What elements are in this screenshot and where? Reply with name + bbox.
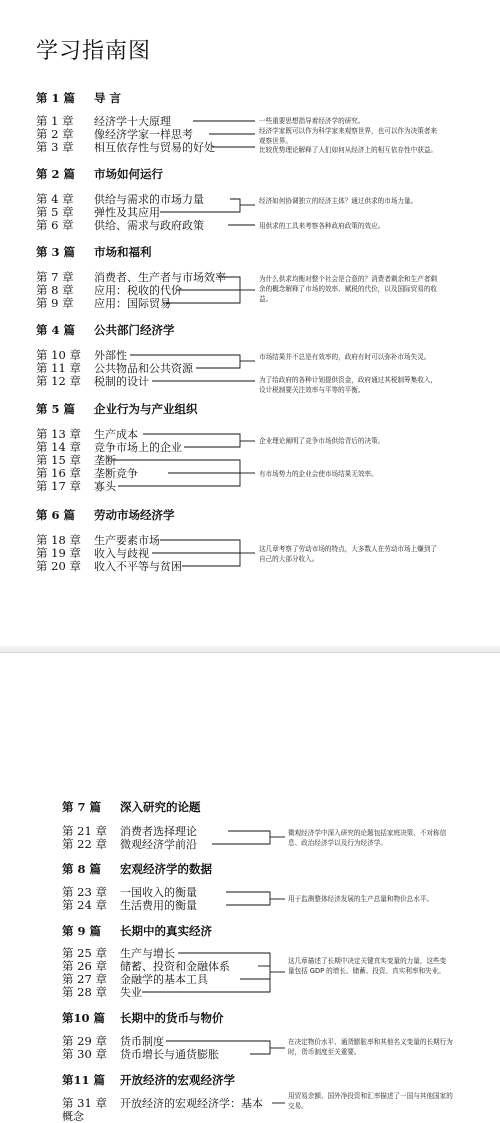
chapter-number: 第 7 章 — [36, 270, 74, 284]
part-number: 第 5 篇 — [36, 402, 76, 416]
chapter-note: 一些重要思想指导着经济学的研究。 — [259, 117, 365, 125]
chapter-number: 第 18 章 — [36, 533, 81, 547]
chapter-title: 生产成本 — [94, 428, 138, 441]
chapter-title: 储蓄、投资和金融体系 — [120, 960, 230, 973]
part-number: 第11 篇 — [62, 1073, 106, 1087]
chapter-number: 第 11 章 — [36, 361, 81, 375]
chapter-number: 第 6 章 — [36, 218, 74, 232]
chapter-title: 开放经济的宏观经济学：基本概念 — [62, 1097, 263, 1123]
chapter-number: 第 5 章 — [36, 205, 74, 219]
chapter-number: 第 12 章 — [36, 374, 81, 388]
chapter-number: 第 21 章 — [62, 824, 107, 838]
chapter-number: 第 30 章 — [62, 1047, 107, 1061]
chapter-number: 第 26 章 — [62, 959, 107, 973]
chapter-title: 相互依存性与贸易的好处 — [94, 141, 215, 154]
chapter-number: 第 13 章 — [36, 427, 81, 441]
chapter-note: 有市场势力的企业会使市场结果无效率。 — [259, 470, 378, 478]
chapter-title: 外部性 — [94, 349, 127, 362]
chapter-title: 消费者选择理论 — [120, 825, 197, 838]
part-name: 市场如何运行 — [94, 167, 163, 181]
chapter-number: 第 15 章 — [36, 453, 81, 467]
chapter-title: 供给、需求与政府政策 — [94, 219, 204, 232]
chapter-note: 经济如何协调独立的经济主体？通过供求的市场力量。 — [259, 197, 418, 205]
chapter-note: 这几章描述了长期中决定关键真实变量的力量，这些变量包括 GDP 的增长、储蓄、投资、真实利率和失业。 — [288, 957, 447, 975]
chapter-note: 用供求的工具来考察各种政府政策的效应。 — [259, 222, 385, 230]
chapter-number: 第 27 章 — [62, 972, 107, 986]
chapter-number: 第 25 章 — [62, 946, 107, 960]
chapter-title: 一国收入的衡量 — [120, 886, 197, 899]
chapter-note: 用于监测整体经济发展的生产总量和物价总水平。 — [288, 895, 434, 903]
chapter-note: 为了给政府的各种计划提供资金，政府通过其税制筹集收入，设计税制要关注效率与平等的平衡。 — [259, 376, 438, 394]
chapter-number: 第 9 章 — [36, 296, 74, 310]
chapter-note: 市场结果并不总是有效率的，政府有时可以弥补市场失灵。 — [259, 353, 431, 361]
part-number: 第 8 篇 — [62, 862, 102, 876]
chapter-number: 第 19 章 — [36, 546, 81, 560]
chapter-note: 企业理论阐明了竞争市场供给背后的决策。 — [259, 437, 385, 445]
part-name: 开放经济的宏观经济学 — [120, 1073, 235, 1087]
chapter-title: 微观经济学前沿 — [120, 838, 197, 851]
chapter-note: 在决定物价水平、通货膨胀率和其他名义变量的长期行为时，货币制度至关重要。 — [288, 1038, 453, 1056]
chapter-note: 比较优势理论解释了人们如何从经济上的相互依存性中获益。 — [259, 146, 438, 154]
chapter-number: 第 2 章 — [36, 127, 74, 141]
chapter-number: 第 28 章 — [62, 985, 107, 999]
chapter-title: 竞争市场上的企业 — [94, 441, 182, 454]
chapter-title: 税制的设计 — [94, 375, 149, 388]
chapter-title: 像经济学家一样思考 — [94, 128, 193, 141]
chapter-title: 货币增长与通货膨胀 — [120, 1048, 219, 1061]
chapter-title: 应用：国际贸易 — [94, 297, 171, 310]
page-title: 学习指南图 — [36, 39, 152, 64]
part-name: 深入研究的论题 — [120, 800, 201, 814]
chapter-title: 应用：税收的代价 — [94, 284, 182, 297]
chapter-note: 经济学家既可以作为科学家来观察世界，也可以作为决策者来观察世界。 — [259, 127, 438, 145]
chapter-title: 生产要素市场 — [94, 534, 160, 547]
connector-lines — [0, 653, 500, 1112]
chapter-number: 第 10 章 — [36, 348, 81, 362]
part-number: 第10 篇 — [62, 1011, 106, 1025]
chapter-number: 第 4 章 — [36, 192, 74, 206]
part-name: 宏观经济学的数据 — [120, 862, 212, 876]
part-name: 导 言 — [94, 91, 122, 105]
part-name: 劳动市场经济学 — [94, 508, 175, 522]
chapter-title: 货币制度 — [120, 1035, 164, 1048]
part-name: 市场和福利 — [94, 245, 152, 259]
chapter-number: 第 20 章 — [36, 559, 81, 573]
chapter-number: 第 8 章 — [36, 283, 74, 297]
chapter-title: 寡头 — [94, 480, 116, 493]
chapter-title: 垄断 — [94, 454, 116, 467]
part-number: 第 1 篇 — [36, 91, 76, 105]
chapter-number: 第 16 章 — [36, 466, 81, 480]
chapter-title: 收入与歧视 — [94, 547, 149, 560]
part-name: 公共部门经济学 — [94, 323, 175, 337]
chapter-title: 弹性及其应用 — [94, 206, 160, 219]
chapter-title: 垄断竞争 — [94, 467, 138, 480]
chapter-number: 第 14 章 — [36, 440, 81, 454]
chapter-number: 第 31 章 — [62, 1096, 107, 1110]
chapter-note: 为什么供求均衡对整个社会是合意的？消费者剩余和生产者剩余的概念解释了市场的效率、赋税的代价，以及国际贸易的收益。 — [259, 275, 438, 303]
chapter-title: 供给与需求的市场力量 — [94, 193, 204, 206]
chapter-title: 失业 — [120, 986, 142, 999]
chapter-number: 第 1 章 — [36, 114, 74, 128]
part-number: 第 4 篇 — [36, 323, 76, 337]
chapter-number: 第 23 章 — [62, 885, 107, 899]
chapter-number: 第 17 章 — [36, 479, 81, 493]
guide-page-2 — [0, 652, 500, 1123]
chapter-title: 公共物品和公共资源 — [94, 362, 193, 375]
chapter-title: 收入不平等与贫困 — [94, 560, 182, 573]
chapter-number: 第 22 章 — [62, 837, 107, 851]
chapter-number: 第 3 章 — [36, 140, 74, 154]
chapter-note: 微观经济学中深入研究的论题包括家庭决策、不对称信息、政治经济学以及行为经济学。 — [288, 829, 447, 847]
chapter-number: 第 29 章 — [62, 1034, 107, 1048]
chapter-note: 用贸易余额、国外净投资和汇率描述了一国与其他国家的交易。 — [288, 1092, 453, 1110]
part-number: 第 9 篇 — [62, 924, 102, 938]
chapter-title: 消费者、生产者与市场效率 — [94, 271, 226, 284]
part-number: 第 2 篇 — [36, 167, 76, 181]
part-number: 第 7 篇 — [62, 800, 102, 814]
part-name: 企业行为与产业组织 — [94, 402, 198, 416]
chapter-title: 生活费用的衡量 — [120, 899, 197, 912]
chapter-title: 金融学的基本工具 — [120, 973, 208, 986]
part-name: 长期中的货币与物价 — [120, 1011, 224, 1025]
part-name: 长期中的真实经济 — [120, 924, 212, 938]
chapter-title: 生产与增长 — [120, 947, 175, 960]
part-number: 第 3 篇 — [36, 245, 76, 259]
part-number: 第 6 篇 — [36, 508, 76, 522]
chapter-title: 经济学十大原理 — [94, 115, 171, 128]
chapter-number: 第 24 章 — [62, 898, 107, 912]
chapter-note: 这几章考察了劳动市场的特点，大多数人在劳动市场上赚到了自己的大部分收入。 — [259, 545, 438, 563]
